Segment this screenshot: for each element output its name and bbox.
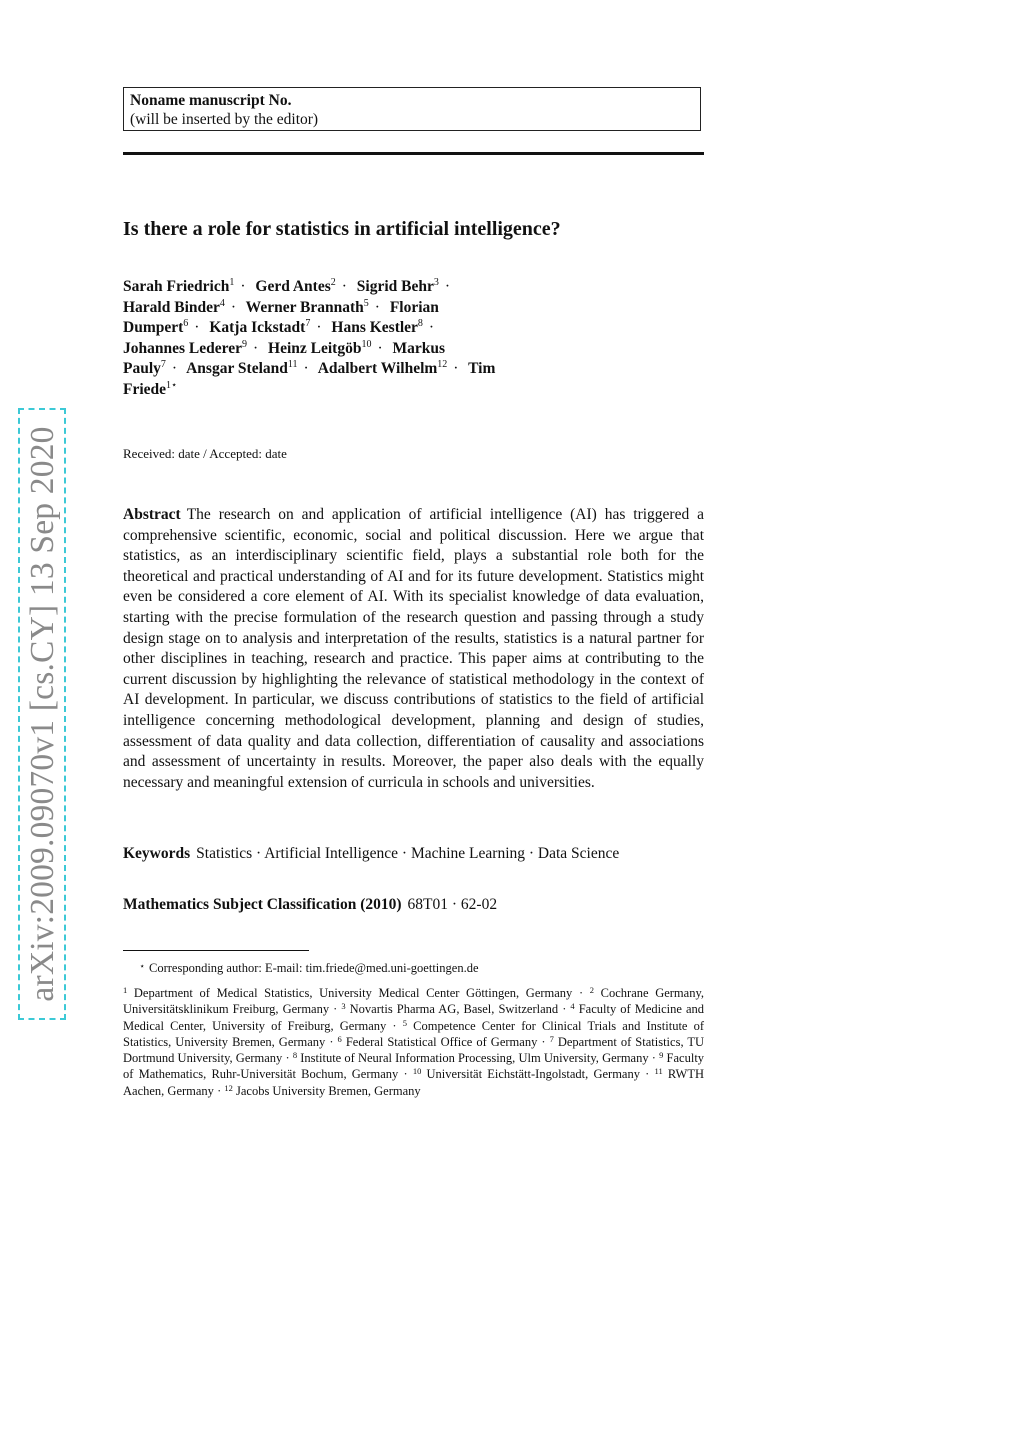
- author-separator: ·: [316, 319, 322, 337]
- author-name: Heinz Leitgöb: [268, 339, 362, 357]
- affiliation-separator: ·: [333, 1002, 338, 1017]
- header-rule: [123, 152, 704, 155]
- msc-label: Mathematics Subject Classification (2010): [123, 896, 402, 913]
- manuscript-box: [123, 87, 701, 131]
- author-name: Florian Dumpert: [123, 298, 439, 337]
- affiliation-number: 1: [123, 985, 128, 995]
- affiliation-text: Department of Statistics, TU Dortmund University, Germany: [123, 1034, 705, 1066]
- author-separator: ·: [171, 360, 178, 378]
- affiliation-text: Competence Center for Clinical Trials and Institute of Statistics, University Bremen, Germany: [123, 1018, 705, 1049]
- affiliation-number: 2: [589, 985, 595, 995]
- footnote-marker: ⋆: [139, 961, 145, 971]
- author-separator: ·: [194, 319, 200, 337]
- affiliation-number: 3: [341, 1001, 346, 1012]
- author-name: Hans Kestler: [331, 319, 418, 337]
- affiliation-separator: ·: [651, 1051, 656, 1066]
- author-affiliation-number: 1: [229, 277, 235, 288]
- affiliation-number: 4: [570, 1001, 575, 1012]
- author-affiliation-number: 6: [183, 318, 189, 330]
- affiliation-text: Federal Statistical Office of Germany: [345, 1034, 538, 1049]
- manuscript-number-label: Noname manuscript No.: [130, 92, 292, 109]
- corresponding-author-footnote: [123, 958, 704, 976]
- author-separator: ·: [444, 278, 451, 295]
- author-affiliation-number: 7: [160, 359, 166, 371]
- author-affiliation-number: 10: [361, 338, 372, 350]
- author-affiliation-number: 11: [287, 359, 298, 371]
- affiliation-separator: ·: [329, 1034, 334, 1049]
- paper-title: Is there a role for statistics in artificial intelligence?: [123, 218, 561, 240]
- author-affiliation-number: 2: [330, 277, 336, 288]
- affiliation-separator: ·: [562, 1002, 567, 1017]
- affiliation-separator: ·: [645, 1067, 650, 1082]
- author-separator: ·: [428, 319, 435, 337]
- author-name: Harald Binder: [123, 298, 220, 316]
- msc-text: 68T01 · 62-02: [407, 896, 498, 913]
- author-separator: ·: [230, 298, 237, 316]
- affiliation-text: Universität Eichstätt-Ingolstadt, Germany: [426, 1067, 640, 1082]
- author-name: Sigrid Behr: [356, 278, 434, 295]
- author-affiliation-number: 12: [437, 359, 448, 371]
- author-list: [123, 277, 503, 401]
- abstract-label: Abstract: [123, 506, 181, 523]
- affiliation-number: 6: [337, 1033, 342, 1044]
- author-name: Ansgar Steland: [186, 360, 288, 378]
- keywords-label: Keywords: [123, 845, 191, 862]
- author-separator: ·: [240, 278, 246, 295]
- affiliation-number: 7: [549, 1033, 554, 1044]
- affiliation-number: 8: [292, 1050, 298, 1061]
- affiliation-number: 11: [654, 1066, 663, 1077]
- abstract: [123, 505, 704, 793]
- affiliation-separator: ·: [541, 1034, 546, 1049]
- affiliation-text: RWTH Aachen, Germany: [123, 1067, 705, 1098]
- affiliation-number: 9: [659, 1050, 664, 1061]
- affiliation-separator: ·: [285, 1051, 290, 1066]
- author-name: Johannes Lederer: [123, 339, 242, 357]
- affiliation-number: 12: [224, 1082, 233, 1093]
- author-name: Katja Ickstadt: [209, 319, 306, 337]
- abstract-text: The research on and application of artificial intelligence (AI) has triggered a comprehensive scientific, economic, social and political discussion. Here we argue that statistics, as an interdisciplinary scientific field, plays a substantial role both for the theoretical and practical understanding of AI and for its future development. Statistics might even be considered a core element of AI. With its specialist knowledge of data evaluation, starting with the precise formulation of the research question and passing through a study design stage on to analysis and interpretation of the results, statistics is a natural partner for other disciplines in teaching, research and practice. This paper aims at contributing to the current discussion by highlighting the relevance of statistical methodology in the context of AI development. In particular, we discuss contributions of statistics to the field of artificial intelligence concerning methodological development, planning and design of studies, assessment of data quality and data collection, differentiation of causality and associations and assessment of uncertainty in results. Moreover, the paper also deals with the equally necessary and meaningful extension of curricula in schools and universities.: [123, 506, 704, 791]
- affiliation-number: 10: [412, 1066, 422, 1077]
- affiliation-number: 5: [402, 1017, 407, 1028]
- affiliation-text: Faculty of Mathematics, Ruhr-Universität Bochum, Germany: [123, 1051, 705, 1082]
- author-separator: ·: [374, 298, 380, 316]
- author-affiliation-number: 4: [219, 297, 225, 309]
- affiliation-separator: ·: [217, 1083, 222, 1098]
- received-date: Received: date / Accepted: date: [123, 446, 287, 461]
- affiliation-text: Department of Medical Statistics, University Medical Center Göttingen, Germany: [133, 986, 573, 1000]
- affiliations: [123, 985, 704, 1099]
- author-affiliation-number: 1⋆: [166, 379, 178, 391]
- author-separator: ·: [341, 278, 347, 295]
- author-affiliation-number: 8: [417, 318, 423, 330]
- keywords: [123, 844, 723, 864]
- subject-classification: [123, 895, 723, 915]
- affiliation-text: Novartis Pharma AG, Basel, Switzerland: [349, 1002, 559, 1017]
- author-separator: ·: [453, 360, 459, 378]
- footnote-rule: [123, 950, 309, 951]
- author-name: Gerd Antes: [255, 278, 331, 295]
- keywords-text: Statistics · Artificial Intelligence · Machine Learning · Data Science: [196, 845, 620, 862]
- author-affiliation-number: 5: [363, 297, 369, 309]
- affiliation-separator: ·: [392, 1018, 397, 1033]
- author-name: Tim Friede: [123, 360, 496, 398]
- author-name: Werner Brannath: [245, 298, 364, 316]
- affiliation-text: Cochrane Germany, Universitätsklinikum Freiburg, Germany: [123, 986, 705, 1017]
- author-affiliation-number: 9: [241, 338, 247, 350]
- author-affiliation-number: 3: [433, 277, 439, 288]
- affiliation-separator: ·: [403, 1067, 408, 1082]
- author-name: Sarah Friedrich: [123, 278, 230, 295]
- arxiv-identifier[interactable]: arXiv:2009.09070v1 [cs.CY] 13 Sep 2020: [24, 426, 61, 1002]
- author-separator: ·: [377, 339, 383, 357]
- footnote-text: Corresponding author: E-mail: tim.friede@med.uni-goettingen.de: [149, 961, 479, 975]
- author-separator: ·: [303, 360, 309, 378]
- author-affiliation-number: 7: [305, 318, 311, 330]
- author-name: Adalbert Wilhelm: [317, 360, 438, 378]
- affiliation-separator: ·: [578, 986, 584, 1000]
- author-name: Markus Pauly: [123, 339, 446, 378]
- affiliation-text: Institute of Neural Information Processing, Ulm University, Germany: [300, 1051, 649, 1066]
- affiliation-text: Jacobs University Bremen, Germany: [235, 1083, 421, 1098]
- editor-note: (will be inserted by the editor): [130, 111, 319, 128]
- affiliation-text: Faculty of Medicine and Medical Center, University of Freiburg, Germany: [123, 1002, 705, 1033]
- author-separator: ·: [252, 339, 259, 357]
